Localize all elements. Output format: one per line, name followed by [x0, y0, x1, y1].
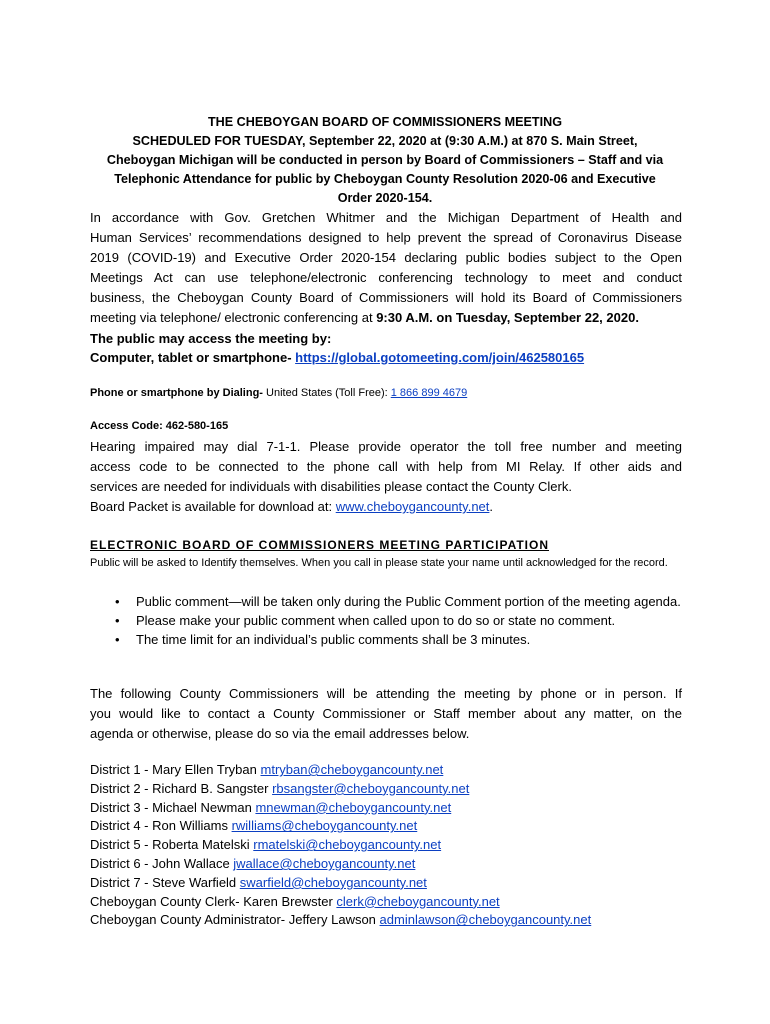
bullet-icon: • — [115, 613, 120, 628]
heading-line-2: SCHEDULED FOR TUESDAY, September 22, 2020 at (9:30 A.M.) at 870 S. Main Street, — [132, 134, 638, 148]
commissioner-contact-list — [90, 761, 690, 930]
bullet-text: Public comment—will be taken only during the Public Comment portion of the meeting agenda. — [136, 594, 681, 609]
meeting-time: 9:30 A.M. on Tuesday, September 22, 2020. — [376, 310, 639, 325]
contact-email-link[interactable]: mnewman@cheboygancounty.net — [255, 799, 452, 815]
heading-line-5: Order 2020-154. — [337, 191, 433, 205]
contact-label: District 5 - Roberta Matelski — [90, 837, 254, 853]
list-item — [90, 817, 690, 836]
list-item — [90, 874, 690, 893]
phone-access-label: Phone or smartphone by Dialing- — [90, 387, 263, 399]
list-item — [90, 911, 690, 930]
contact-label: District 2 - Richard B. Sangster — [90, 780, 273, 796]
contact-email-link[interactable]: rwilliams@cheboygancounty.net — [231, 818, 418, 834]
contact-label: Cheboygan County Clerk- Karen Brewster — [90, 893, 337, 909]
bullet-icon: • — [115, 632, 120, 647]
county-website-link[interactable]: www.cheboygancounty.net — [335, 499, 490, 514]
list-item — [90, 836, 690, 855]
contact-label: Cheboygan County Administrator- Jeffery Lawson — [90, 912, 380, 928]
contact-label: District 1 - Mary Ellen Tryban — [90, 762, 261, 777]
list-item — [90, 893, 690, 912]
access-code: Access Code: 462-580-165 — [90, 420, 229, 432]
contact-email-link[interactable]: adminlawson@cheboygancounty.net — [379, 912, 592, 928]
list-item — [90, 855, 690, 874]
gotomeeting-link[interactable]: https://global.gotomeeting.com/join/462580165 — [295, 350, 585, 365]
list-item — [90, 611, 682, 630]
computer-access-line — [90, 348, 682, 368]
computer-access-label: Computer, tablet or smartphone- — [90, 350, 296, 365]
contact-email-link[interactable]: mtryban@cheboygancounty.net — [260, 762, 444, 777]
contact-label: District 3 - Michael Newman — [90, 799, 256, 815]
participation-heading: ELECTRONIC BOARD OF COMMISSIONERS MEETING PARTICIPATION — [90, 538, 550, 552]
meeting-heading — [60, 113, 710, 208]
participation-bullets — [90, 592, 682, 649]
intro-line-6 — [90, 308, 682, 328]
board-packet-text: Board Packet is available for download at: — [90, 499, 336, 514]
heading-title: THE CHEBOYGAN BOARD OF COMMISSIONERS MEETING — [207, 115, 563, 129]
bullet-text: Please make your public comment when called upon to do so or state no comment. — [136, 613, 616, 628]
commissioners-intro-3: agenda or otherwise, please do so via the email addresses below. — [90, 726, 470, 741]
participation-intro: Public will be asked to Identify themselves. When you call in please state your name until acknowledged for the record. — [90, 557, 668, 569]
intro-line-4: Meetings Act can use telephone/electronic conferencing technology to meet and conduct — [90, 270, 682, 285]
intro-line-3: 2019 (COVID-19) and Executive Order 2020-154 declaring public bodies subject to the Open — [90, 250, 682, 265]
bullet-text: The time limit for an individual’s public comments shall be 3 minutes. — [136, 632, 531, 647]
list-item — [90, 630, 682, 649]
intro-line-6-text: meeting via telephone/ electronic conferencing at — [90, 310, 377, 325]
contact-email-link[interactable]: swarfield@cheboygancounty.net — [239, 874, 427, 890]
phone-number-link[interactable]: 1 866 899 4679 — [390, 387, 468, 399]
contact-email-link[interactable]: rbsangster@cheboygancounty.net — [272, 780, 470, 796]
public-access-label: The public may access the meeting by: — [90, 331, 332, 346]
list-item — [90, 780, 690, 799]
hearing-line-1: Hearing impaired may dial 7-1-1. Please provide operator the toll free number and meeting — [90, 439, 682, 454]
commissioners-intro-1: The following County Commissioners will be attending the meeting by phone or in person. If — [90, 686, 682, 701]
hearing-line-3: services are needed for individuals with disabilities please contact the County Clerk. — [90, 479, 572, 494]
contact-email-link[interactable]: jwallace@cheboygancounty.net — [233, 855, 416, 871]
phone-access-text: United States (Toll Free): — [262, 387, 391, 399]
bullet-icon: • — [115, 594, 120, 609]
hearing-line-2: access code to be connected to the phone call with help from MI Relay. If other aids and — [90, 459, 682, 474]
contact-email-link[interactable]: clerk@cheboygancounty.net — [336, 893, 500, 909]
intro-line-2: Human Services’ recommendations designed to help prevent the spread of Coronavirus Disease — [90, 230, 682, 245]
board-packet-line — [90, 497, 682, 517]
contact-label: District 6 - John Wallace — [90, 855, 234, 871]
board-packet-end: . — [489, 499, 494, 514]
commissioners-intro-2: you would like to contact a County Commissioner or Staff member about any matter, on the — [90, 706, 682, 721]
heading-line-3: Cheboygan Michigan will be conducted in person by Board of Commissioners – Staff and via — [106, 153, 664, 167]
list-item — [90, 592, 682, 611]
contact-label: District 7 - Steve Warfield — [90, 874, 240, 890]
phone-access-line — [90, 385, 682, 402]
contact-label: District 4 - Ron Williams — [90, 818, 232, 834]
list-item — [90, 761, 690, 780]
contact-email-link[interactable]: rmatelski@cheboygancounty.net — [253, 837, 442, 853]
intro-line-5: business, the Cheboygan County Board of Commissioners will hold its Board of Commissioners — [90, 290, 682, 305]
heading-line-4: Telephonic Attendance for public by Cheboygan County Resolution 2020-06 and Executive — [114, 172, 656, 186]
intro-line-1: In accordance with Gov. Gretchen Whitmer and the Michigan Department of Health and — [90, 210, 682, 225]
list-item — [90, 799, 690, 818]
